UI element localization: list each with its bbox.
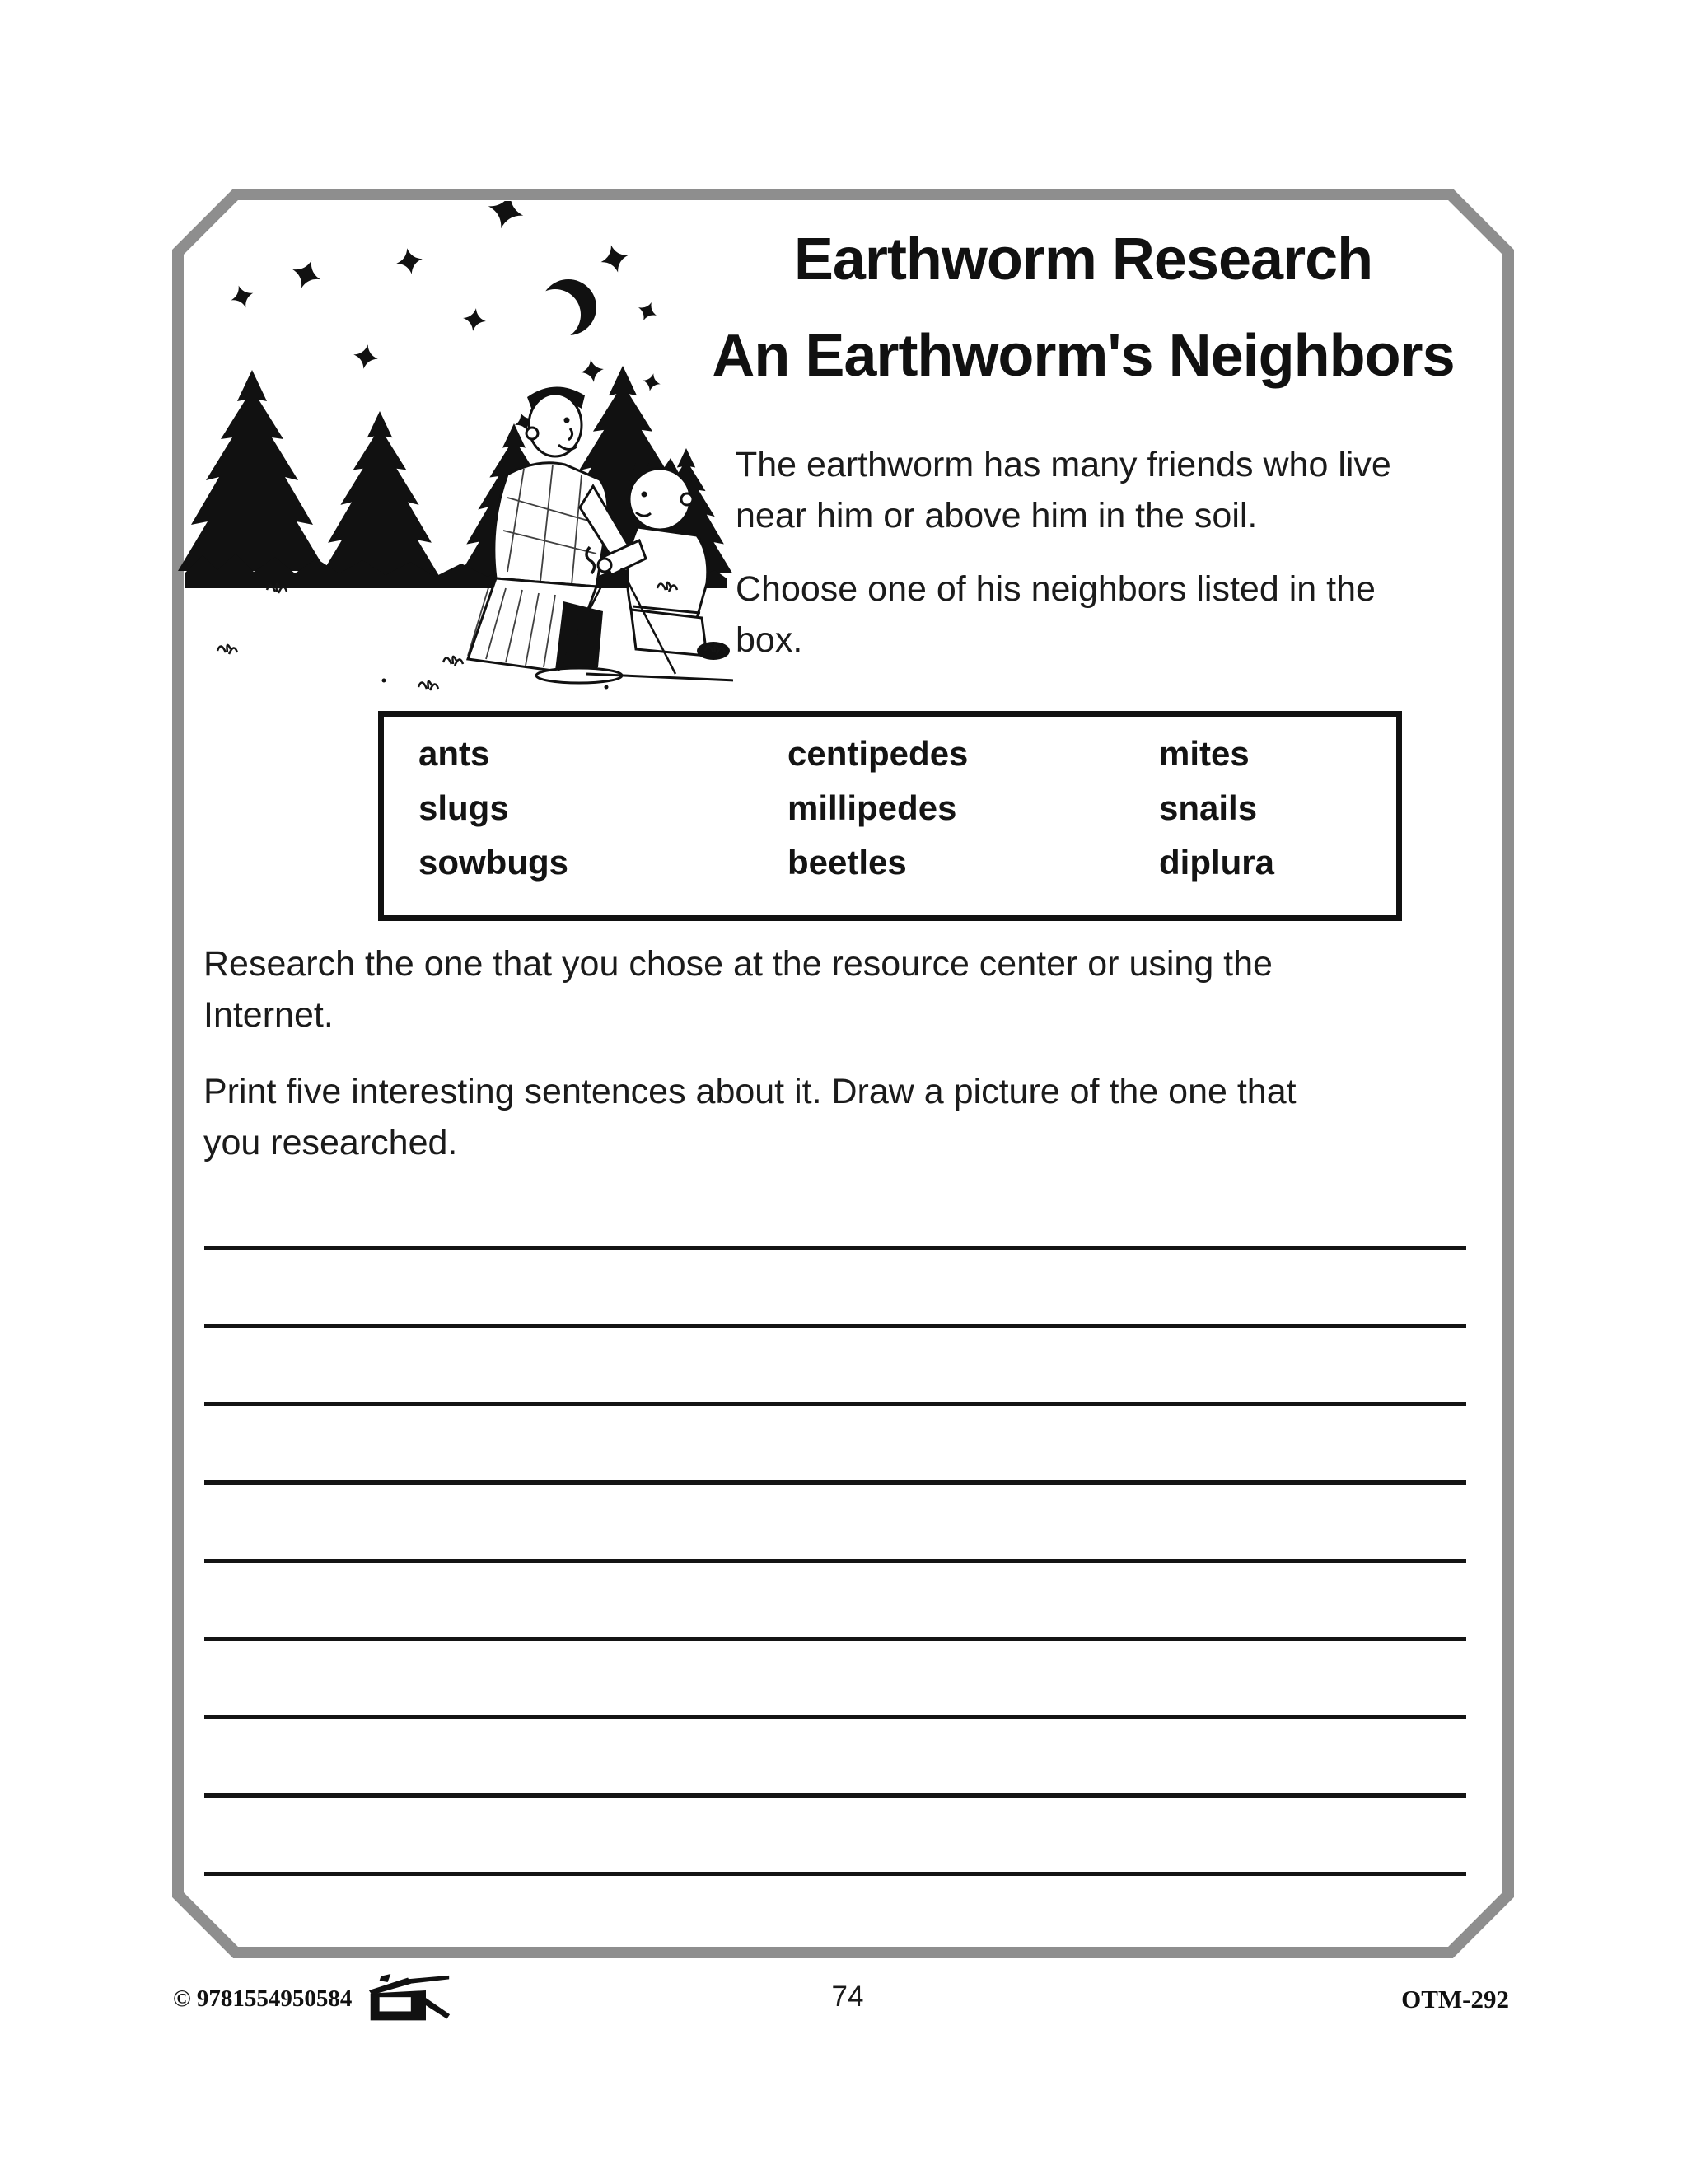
crescent-moon-icon	[530, 279, 596, 340]
research-line: Internet.	[203, 995, 334, 1035]
writing-line	[204, 1480, 1466, 1485]
neighbor-word: beetles	[787, 843, 907, 882]
footer-product-code: OTM-292	[1401, 1985, 1509, 2013]
neighbor-word: mites	[1159, 734, 1250, 773]
writing-line	[204, 1637, 1466, 1641]
print-line: Print five interesting sentences about it. Draw a picture of the one that	[203, 1072, 1297, 1111]
star-icon	[227, 201, 662, 434]
page-title: Earthworm Research	[793, 227, 1373, 292]
writing-lines	[204, 1246, 1466, 1880]
writing-line	[204, 1715, 1466, 1719]
print-line: you researched.	[203, 1123, 458, 1162]
choose-line: box.	[736, 620, 803, 660]
neighbor-word: slugs	[418, 788, 509, 827]
writing-line	[204, 1402, 1466, 1406]
neighbor-word: centipedes	[787, 734, 969, 773]
neighbor-word: snails	[1159, 788, 1258, 827]
neighbor-word: ants	[418, 734, 490, 773]
footer-page-number: 74	[831, 1981, 864, 2013]
writing-line	[204, 1559, 1466, 1563]
page-subtitle: An Earthworm's Neighbors	[712, 323, 1455, 389]
neighbor-word: millipedes	[787, 788, 957, 827]
writing-line	[204, 1793, 1466, 1798]
word-box-row	[418, 727, 1396, 781]
choose-line: Choose one of his neighbors listed in the	[736, 569, 1376, 609]
writing-line	[204, 1872, 1466, 1876]
writing-line	[204, 1324, 1466, 1328]
print-paragraph	[203, 1066, 1297, 1168]
photocopy-logo-icon	[362, 1974, 456, 2023]
research-line: Research the one that you chose at the resource center or using the	[203, 944, 1273, 984]
neighbor-word: sowbugs	[418, 843, 569, 882]
intro-line: The earthworm has many friends who live	[736, 445, 1391, 484]
choose-paragraph	[736, 564, 1376, 666]
writing-line	[204, 1246, 1466, 1250]
footer-copyright: © 9781554950584	[173, 1985, 353, 2012]
word-box-row	[418, 781, 1396, 835]
research-paragraph	[203, 938, 1273, 1041]
neighbor-word: diplura	[1159, 843, 1275, 882]
intro-paragraph	[736, 439, 1391, 541]
neighbors-word-box	[378, 711, 1402, 921]
word-box-row	[418, 835, 1396, 890]
boy-legs	[631, 610, 707, 656]
intro-line: near him or above him in the soil.	[736, 496, 1258, 535]
illustration-night-scene	[178, 201, 733, 695]
